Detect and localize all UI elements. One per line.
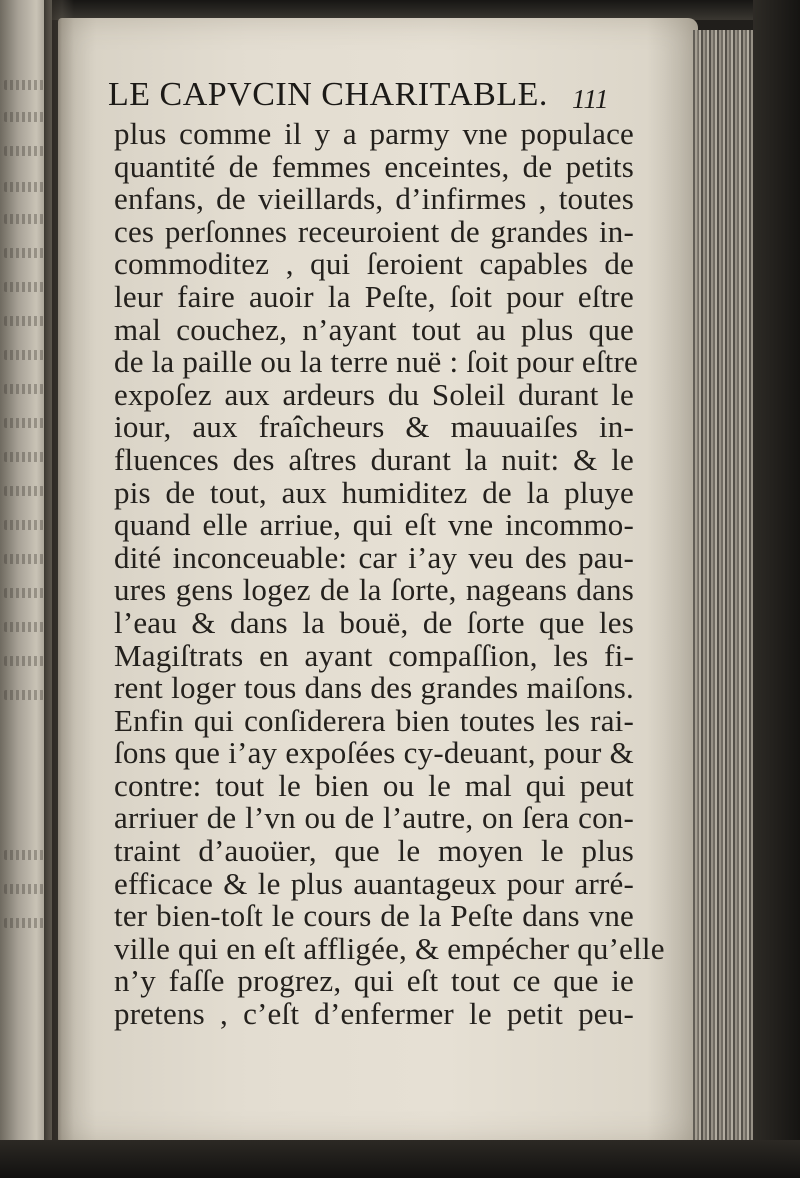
show-through-line bbox=[4, 884, 44, 894]
text-line: traint d’auoüer, que le moyen le plus bbox=[114, 833, 634, 869]
text-line: Enfin qui conſiderera bien toutes les rai- bbox=[114, 702, 634, 738]
top-shadow bbox=[0, 0, 800, 20]
text-line: contre: tout le bien ou le mal qui peut bbox=[114, 767, 634, 803]
show-through-line bbox=[4, 248, 44, 258]
text-line: ter bien-toſt le cours de la Peſte dans vne bbox=[114, 898, 634, 934]
page-edges bbox=[693, 30, 753, 1140]
text-line: expoſez aux ardeurs du Soleil durant le bbox=[114, 376, 634, 412]
text-line: ces perſonnes receuroient de grandes in- bbox=[114, 213, 634, 249]
text-line: commoditez , qui ſeroient capables de bbox=[114, 246, 634, 282]
text-line: l’eau & dans la bouë, de ſorte que les bbox=[114, 604, 634, 640]
show-through-line bbox=[4, 486, 44, 496]
show-through-line bbox=[4, 112, 44, 122]
text-line: dité inconceuable: car i’ay veu des pau- bbox=[114, 539, 634, 575]
text-line: Magiſtrats en ayant compaſſion, les fi- bbox=[114, 637, 634, 673]
show-through-line bbox=[4, 350, 44, 360]
text-line: iour, aux fraîcheurs & mauuaiſes in- bbox=[114, 409, 634, 445]
show-through-line bbox=[4, 418, 44, 428]
text-line: n’y faſſe progrez, qui eſt tout ce que ie bbox=[114, 963, 634, 999]
text-line: pretens , c’eſt d’enfermer le petit peu- bbox=[114, 996, 634, 1032]
text-line: enfans, de vieillards, d’infirmes , toutes bbox=[114, 181, 634, 217]
text-line: rent loger tous dans des grandes maiſons. bbox=[114, 670, 634, 706]
text-line: pis de tout, aux humiditez de la pluye bbox=[114, 474, 634, 510]
text-line: efficace & le plus auantageux pour arré- bbox=[114, 865, 634, 901]
show-through-line bbox=[4, 850, 44, 860]
text-line: fluences des aſtres durant la nuit: & le bbox=[114, 441, 634, 477]
show-through-line bbox=[4, 554, 44, 564]
show-through-line bbox=[4, 316, 44, 326]
text-line: plus comme il y a parmy vne populace bbox=[114, 116, 634, 151]
text-line: de la paille ou la terre nuë : ſoit pour eſtre bbox=[114, 344, 638, 380]
background-bottom bbox=[0, 1140, 800, 1178]
text-line: leur faire auoir la Peſte, ſoit pour eſtre bbox=[114, 278, 634, 314]
show-through-line bbox=[4, 146, 44, 156]
text-line: mal couchez, n’ayant tout au plus que bbox=[114, 311, 634, 347]
show-through-line bbox=[4, 80, 44, 90]
text-line: arriuer de l’vn ou de l’autre, on ſera con- bbox=[114, 800, 634, 836]
text-line: quand elle arriue, qui eſt vne incommo- bbox=[114, 507, 634, 543]
show-through-line bbox=[4, 690, 44, 700]
page-number: 111 bbox=[572, 84, 609, 114]
show-through-line bbox=[4, 656, 44, 666]
show-through-line bbox=[4, 520, 44, 530]
show-through-line bbox=[4, 214, 44, 224]
text-line: quantité de femmes enceintes, de petits bbox=[114, 148, 634, 184]
show-through-line bbox=[4, 452, 44, 462]
body-text bbox=[114, 116, 665, 1032]
show-through-line bbox=[4, 282, 44, 292]
show-through-line bbox=[4, 588, 44, 598]
show-through-line bbox=[4, 622, 44, 632]
text-line: ville qui en eſt affligée, & empécher qu’elle bbox=[114, 930, 665, 966]
show-through-line bbox=[4, 182, 44, 192]
show-through-line bbox=[4, 384, 44, 394]
gutter-shadow bbox=[44, 0, 74, 1150]
running-head: LE CAPVCIN CHARITABLE. bbox=[108, 76, 548, 113]
background-right bbox=[753, 0, 800, 1178]
show-through-line bbox=[4, 918, 44, 928]
text-line: ures gens logez de la ſorte, nageans dans bbox=[114, 572, 634, 608]
text-line: ſons que i’ay expoſées cy-deuant, pour & bbox=[114, 735, 634, 771]
